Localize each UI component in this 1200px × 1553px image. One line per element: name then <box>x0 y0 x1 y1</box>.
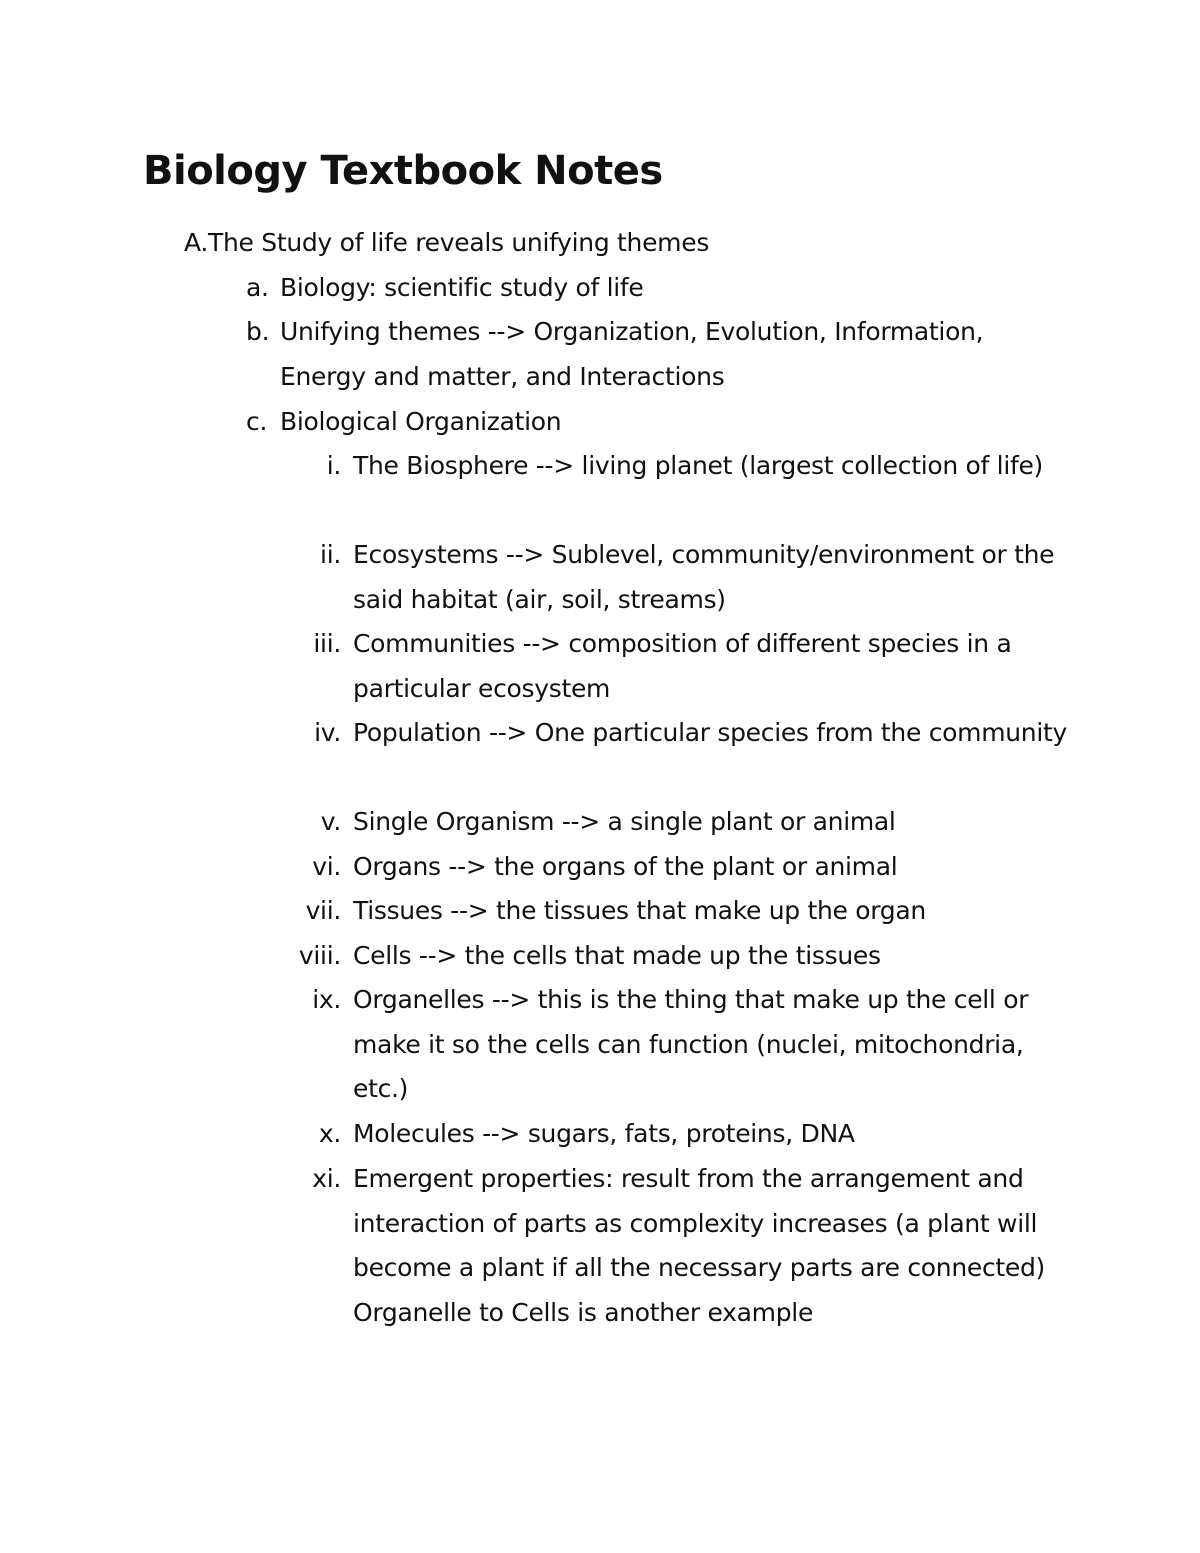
list-item <box>280 711 1072 756</box>
list-item <box>280 1112 1072 1157</box>
list-marker: b. <box>246 317 270 346</box>
list-marker: viii. <box>298 941 341 970</box>
list-item-text: Biology: scientific study of life <box>280 273 644 302</box>
list-item <box>280 845 1072 890</box>
list-item <box>280 533 1072 622</box>
list-marker: vi. <box>312 852 341 881</box>
list-item-text: Organs --> the organs of the plant or animal <box>353 852 898 881</box>
list-item-text: Molecules --> sugars, fats, proteins, DNA <box>353 1119 855 1148</box>
list-item-text: Tissues --> the tissues that make up the organ <box>353 896 926 925</box>
list-item <box>240 400 1072 445</box>
section-a <box>172 221 1072 266</box>
list-marker: ix. <box>312 985 341 1014</box>
list-item <box>280 622 1072 711</box>
list-marker: iii. <box>313 629 341 658</box>
list-item-text: Emergent properties: result from the arrangement and interaction of parts as complexity increases (a plant will become a plant if all the necessary parts are connected) Organelle to Cells is another example <box>353 1164 1046 1327</box>
list-item-text: Ecosystems --> Sublevel, community/environment or the said habitat (air, soil, streams) <box>353 540 1055 614</box>
list-item <box>240 310 1072 399</box>
list-item-text: Organelles --> this is the thing that make up the cell or make it so the cells can function (nuclei, mitochondria, etc.) <box>353 985 1029 1104</box>
list-marker: xi. <box>312 1164 341 1193</box>
list-item <box>280 978 1072 1112</box>
list-item <box>280 800 1072 845</box>
list-marker: vii. <box>305 896 341 925</box>
list-item <box>280 889 1072 934</box>
list-marker: i. <box>326 451 341 480</box>
list-marker: x. <box>318 1119 341 1148</box>
list-item <box>280 934 1072 979</box>
list-item-text: Unifying themes --> Organization, Evolution, Information, Energy and matter, and Interactions <box>280 317 984 391</box>
list-item-text: The Biosphere --> living planet (largest collection of life) <box>353 451 1043 480</box>
list-item <box>240 266 1072 311</box>
page-title: Biology Textbook Notes <box>143 148 663 194</box>
list-item <box>280 1157 1072 1335</box>
section-heading: The Study of life reveals unifying themes <box>208 228 710 257</box>
list-item-text: Biological Organization <box>280 407 562 436</box>
list-item-text: Population --> One particular species from the community <box>353 718 1067 747</box>
list-item-text: Single Organism --> a single plant or animal <box>353 807 896 836</box>
list-item <box>280 444 1072 489</box>
list-marker: iv. <box>314 718 341 747</box>
list-item-text: Communities --> composition of different species in a particular ecosystem <box>353 629 1012 703</box>
list-marker: ii. <box>320 540 341 569</box>
list-marker: A. <box>183 228 208 257</box>
list-item-text: Cells --> the cells that made up the tissues <box>353 941 881 970</box>
list-marker: v. <box>320 807 341 836</box>
list-marker: a. <box>246 273 269 302</box>
list-marker: c. <box>246 407 268 436</box>
